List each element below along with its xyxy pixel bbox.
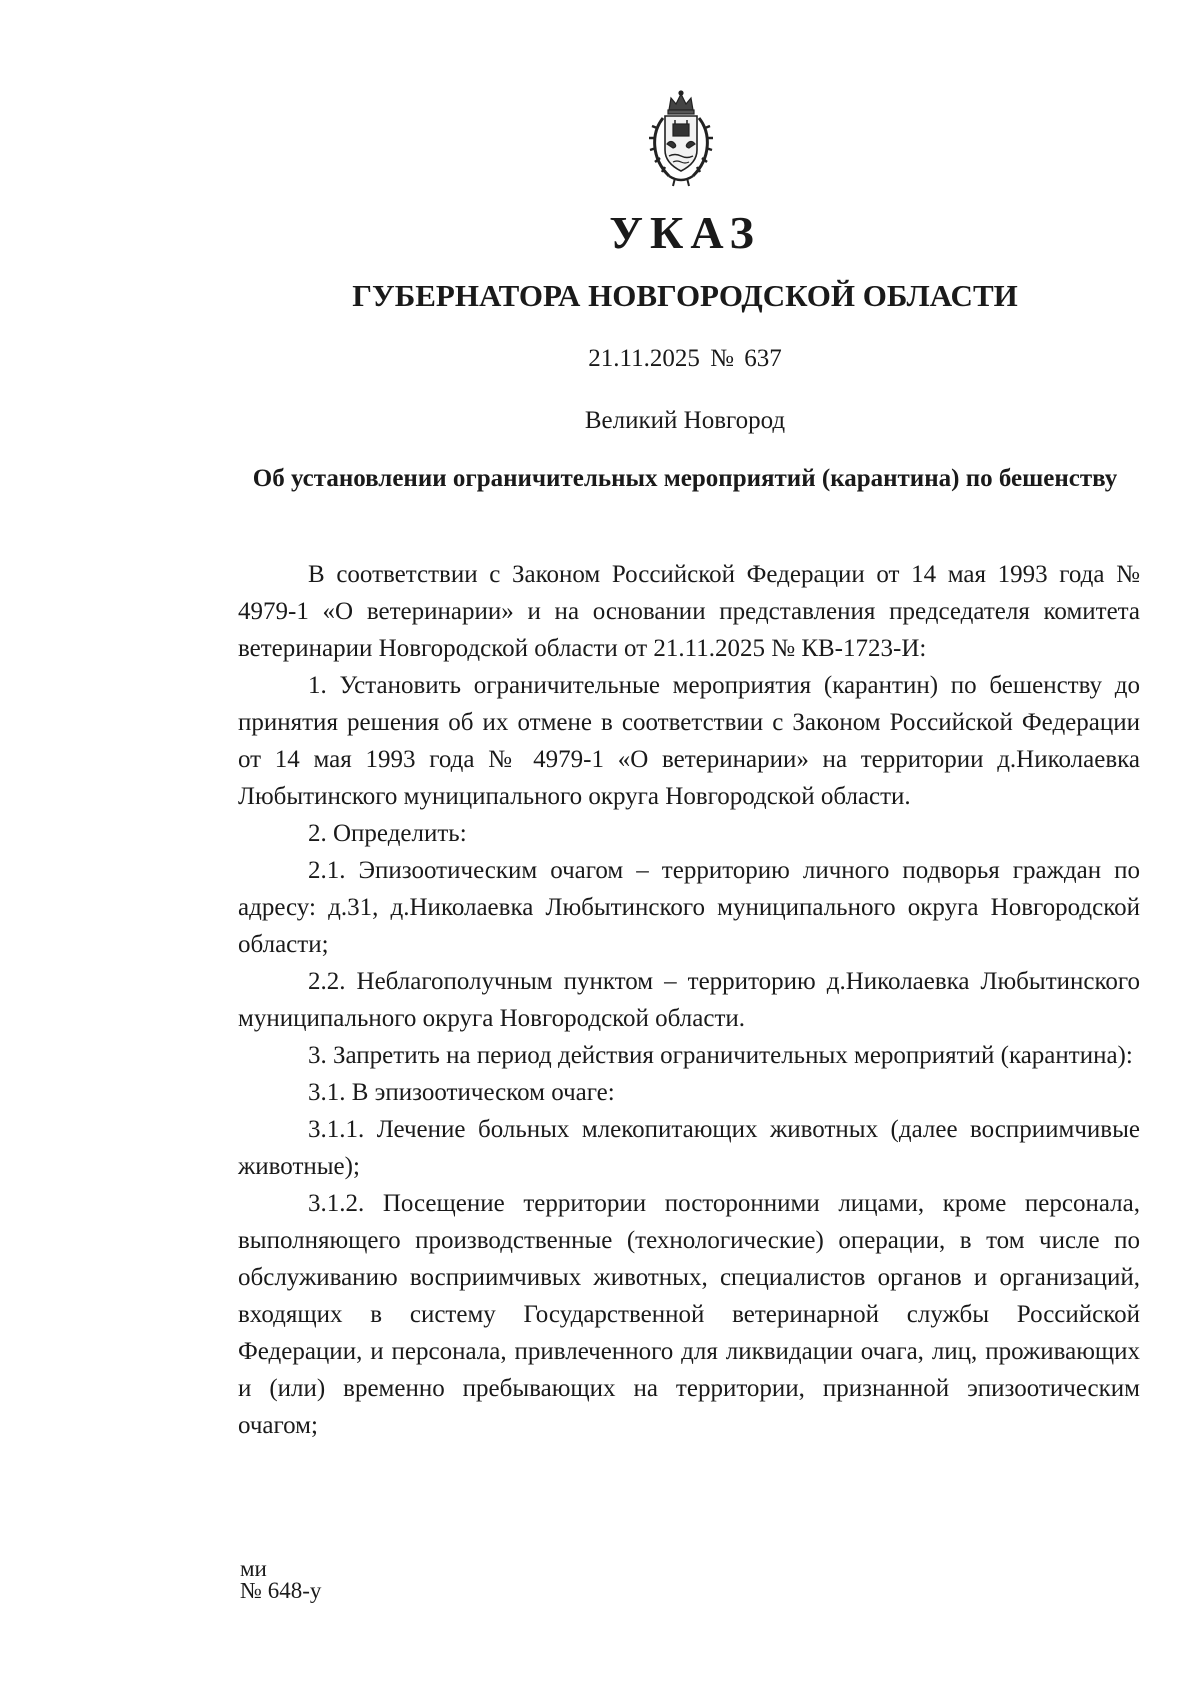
date-and-number: 21.11.2025 № 637 (588, 345, 782, 372)
paragraph-2-2: 2.2. Неблагополучным пунктом – территорию д.Николаевка Любытинского муниципального округа Новгородской области. (238, 968, 1140, 1032)
executor-initials: ми (240, 1556, 267, 1581)
issue-city: Великий Новгород (584, 407, 786, 434)
coat-of-arms-icon (643, 88, 719, 188)
preamble-paragraph: В соответствии с Законом Российской Федерации от 14 мая 1993 года № 4979-1 «О ветеринарии» и на основании представления председателя комитета ветеринарии Новгородской области от 21.11.2025 № КВ-1723-И: (238, 561, 1140, 662)
paragraph-3-1: 3.1. В эпизоотическом очаге: (308, 1079, 615, 1106)
document-type-title: УКАЗ (609, 207, 761, 258)
document-footer (240, 1558, 321, 1602)
paragraph-2: 2. Определить: (308, 820, 467, 847)
paragraph-3: 3. Запретить на период действия ограничительных мероприятий (карантина): (308, 1042, 1133, 1069)
registration-number: № 648-у (240, 1578, 322, 1603)
document-subject: Об установлении ограничительных мероприятий (карантина) по бешенству (252, 465, 1118, 492)
issuer-title: ГУБЕРНАТОРА НОВГОРОДСКОЙ ОБЛАСТИ (352, 278, 1018, 313)
document-body (238, 556, 1140, 1444)
paragraph-1: 1. Установить ограничительные мероприятия (карантин) по бешенству до принятия решения об их отмене в соответствии с Законом Российской Федерации от 14 мая 1993 года № 4979-1 «О ветеринарии» на территории д.Николаевка Любытинского муниципального округа Новгородской области. (238, 672, 1140, 810)
paragraph-2-1: 2.1. Эпизоотическим очагом – территорию личного подворья граждан по адресу: д.31, д.Николаевка Любытинского муниципального округа Новгородской области; (238, 857, 1140, 958)
paragraph-3-1-1: 3.1.1. Лечение больных млекопитающих животных (далее восприимчивые животные); (238, 1116, 1140, 1180)
paragraph-3-1-2: 3.1.2. Посещение территории посторонними лицами, кроме персонала, выполняющего производственные (технологические) операции, в том числе по обслуживанию восприимчивых животных, специалистов органов и организаций, входящих в систему Государственной ветеринарной службы Российской Федерации, и персонала, привлеченного для ликвидации очага, лиц, проживающих и (или) временно пребывающих на территории, признанной эпизоотическим очагом; (238, 1190, 1140, 1439)
